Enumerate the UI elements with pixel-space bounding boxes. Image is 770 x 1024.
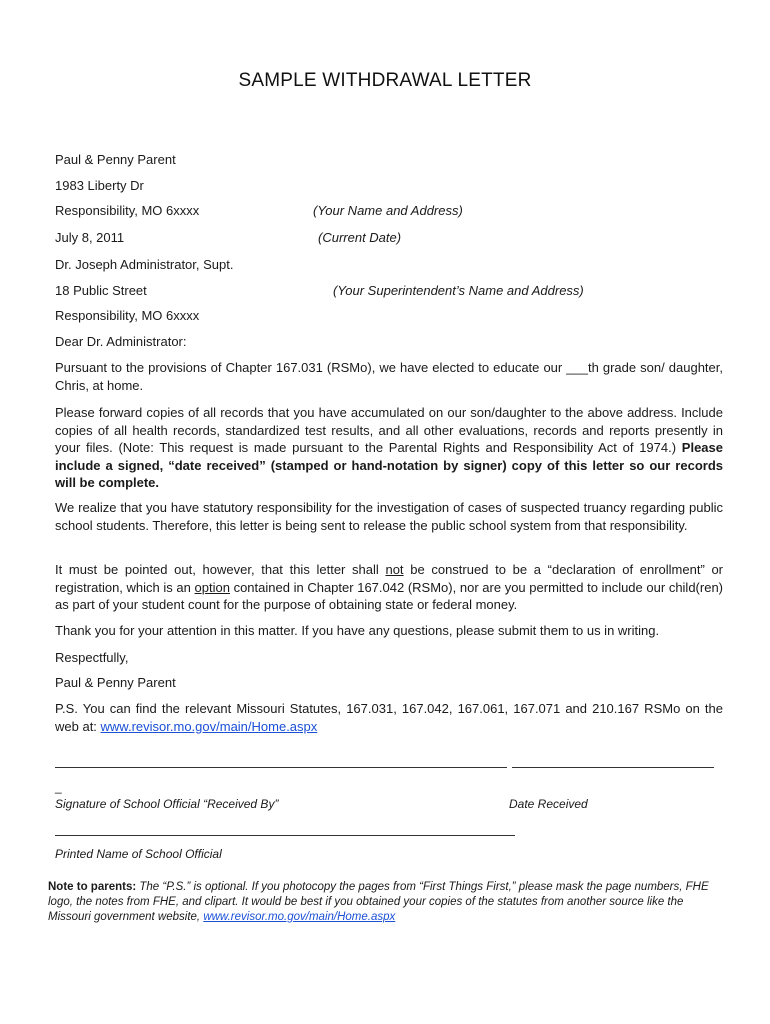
note-text: The “P.S.” is optional. If you photocopy the pages from “First Things First,” please mask the page numbers, FHE logo, the notes from FHE, and clipart. It would be best if you obtained your copies of the statutes from another source like the Missouri government website,: [48, 881, 709, 923]
printed-name-caption: Printed Name of School Official: [55, 847, 222, 861]
note-statutes-link[interactable]: www.revisor.mo.gov/main/Home.aspx: [203, 911, 396, 923]
note-label: Note to parents:: [48, 881, 137, 893]
records-request-text: Please forward copies of all records that you have accumulated on our son/daughter to the above address. Include copies of all health records, standardized test results, and all other evaluations, records and reports presently in your files. (Note: This request is made pursuant to the Parental Rights and Responsibility Act of 1974.): [55, 405, 723, 455]
signature-dash: _: [55, 780, 62, 794]
enrollment-text-c: contained in Chapter 167.042 (RSMo), nor are you permitted to include our child(ren) as part of your student count for the purpose of obtaining state or federal money.: [55, 579, 723, 612]
enrollment-text-b: be construed to be a “declaration of enrollment” or registration, which is an: [55, 562, 723, 595]
recipient-city: Responsibility, MO 6xxxx: [55, 308, 200, 323]
sender-street: 1983 Liberty Dr: [55, 178, 144, 193]
enrollment-option: option: [194, 579, 230, 595]
recipient-name: Dr. Joseph Administrator, Supt.: [55, 257, 234, 272]
date-hint: (Current Date): [318, 230, 402, 245]
paragraph-thanks: Thank you for your attention in this matter. If you have any questions, please submit them to us in writing.: [55, 623, 660, 638]
paragraph-truancy: We realize that you have statutory responsibility for the investigation of cases of suspected truancy regarding public school students. Therefore, this letter is being sent to release the public school system from that responsibility.: [55, 500, 723, 533]
enrollment-text-a: It must be pointed out, however, that this letter shall: [55, 562, 386, 577]
closing: Respectfully,: [55, 650, 129, 665]
paragraph-enrollment: [55, 561, 723, 614]
signoff: Paul & Penny Parent: [55, 675, 176, 690]
sender-name: Paul & Penny Parent: [55, 152, 176, 167]
date-received-caption: Date Received: [509, 797, 588, 811]
statutes-link[interactable]: www.revisor.mo.gov/main/Home.aspx: [100, 718, 318, 734]
date-received-line: [512, 767, 714, 768]
sender-hint: (Your Name and Address): [313, 203, 463, 218]
recipient-hint: (Your Superintendent’s Name and Address): [333, 283, 584, 298]
paragraph-records-request: [55, 404, 723, 492]
signature-line: [55, 767, 507, 768]
printed-name-line: [55, 835, 515, 836]
salutation: Dear Dr. Administrator:: [55, 334, 187, 349]
letter-date: July 8, 2011: [55, 230, 125, 245]
sender-city: Responsibility, MO 6xxxx: [55, 203, 200, 218]
enrollment-not: not: [385, 562, 404, 577]
paragraph-intent: Pursuant to the provisions of Chapter 167.031 (RSMo), we have elected to educate our ___th grade son/ daughter, Chris, at home.: [55, 360, 723, 393]
records-request-emphasis: Please include a signed, “date received” (stamped or hand-notation by signer) copy of this letter so our records will be complete.: [55, 440, 723, 490]
postscript-text: P.S. You can find the relevant Missouri Statutes, 167.031, 167.042, 167.061, 167.071 and 210.167 RSMo on the web at:: [55, 701, 723, 734]
recipient-street: 18 Public Street: [55, 283, 147, 298]
received-by-caption: Signature of School Official “Received By”: [55, 797, 279, 811]
postscript: [55, 700, 723, 735]
page-title: SAMPLE WITHDRAWAL LETTER: [238, 70, 532, 91]
note-to-parents: [48, 880, 728, 925]
